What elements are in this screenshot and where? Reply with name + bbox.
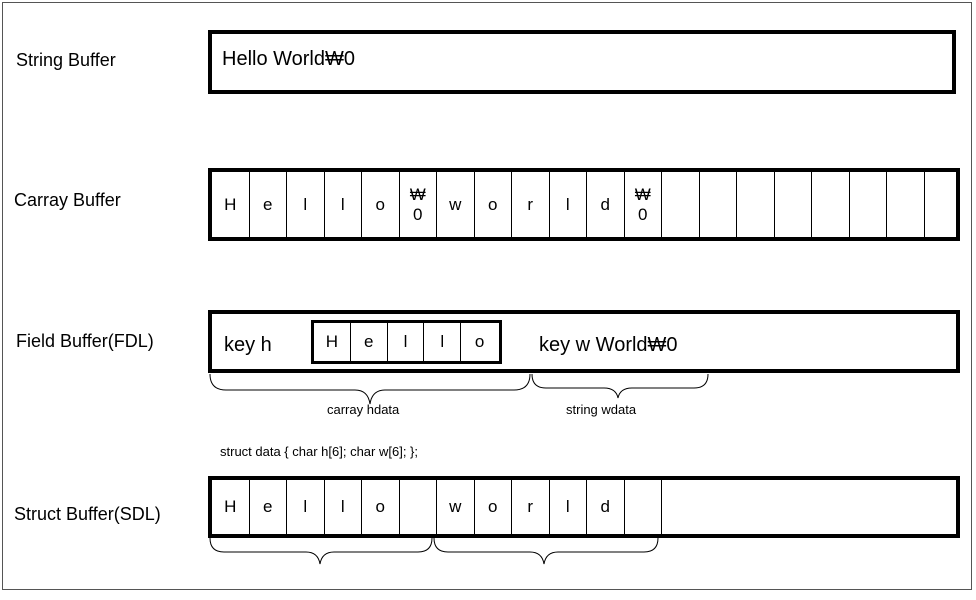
sdl-cell: o <box>475 480 513 534</box>
sdl-brace-right <box>434 538 658 564</box>
carray-cell: w <box>437 172 475 237</box>
sdl-cells <box>212 480 662 534</box>
string-buffer-label: String Buffer <box>16 50 116 70</box>
carray-cell: l <box>325 172 363 237</box>
carray-cell: o <box>475 172 513 237</box>
sdl-cell: e <box>250 480 288 534</box>
carray-cell: e <box>250 172 288 237</box>
carray-cell: l <box>287 172 325 237</box>
fdl-h-cell: o <box>474 332 485 351</box>
sdl-cell: l <box>287 480 325 534</box>
carray-cell-top: ₩ <box>409 184 426 204</box>
sdl-cell: d <box>587 480 625 534</box>
string-buffer-content: Hello World₩0 <box>222 48 355 70</box>
sdl-cell: w <box>437 480 475 534</box>
sdl-cell: H <box>212 480 250 534</box>
carray-cell: H <box>212 172 250 237</box>
carray-cell: o <box>362 172 400 237</box>
fdl-brace-right <box>532 374 708 398</box>
fdl-label: Field Buffer(FDL) <box>16 331 154 351</box>
fdl-brace-left-label: carray hdata <box>327 402 400 417</box>
sdl-cell <box>625 480 663 534</box>
carray-cell: r <box>512 172 550 237</box>
fdl-h-cell: H <box>314 323 351 361</box>
carray-cell: l <box>550 172 588 237</box>
sdl-brace-left <box>210 538 432 564</box>
sdl-cell: o <box>362 480 400 534</box>
carray-cell-top: ₩ <box>634 184 651 204</box>
carray-cell-bottom: 0 <box>413 204 423 224</box>
fdl-brace-right-label: string wdata <box>566 402 637 417</box>
sdl-box <box>208 476 960 538</box>
fdl-h-cell: l <box>424 323 461 361</box>
carray-cell: d <box>587 172 625 237</box>
struct-definition: struct data { char h[6]; char w[6]; }; <box>220 444 418 459</box>
fdl-h-cell: e <box>351 323 388 361</box>
sdl-cell: r <box>512 480 550 534</box>
fdl-key-w: key w World₩0 <box>539 334 678 356</box>
fdl-h-cell: l <box>388 323 425 361</box>
fdl-brace-left <box>210 374 530 404</box>
carray-cell-bottom: 0 <box>638 204 648 224</box>
carray-buffer-label: Carray Buffer <box>14 190 121 210</box>
sdl-cell <box>400 480 438 534</box>
sdl-label: Struct Buffer(SDL) <box>14 504 161 524</box>
sdl-cell: l <box>325 480 363 534</box>
fdl-key-h: key h <box>224 334 272 356</box>
sdl-cell: l <box>550 480 588 534</box>
